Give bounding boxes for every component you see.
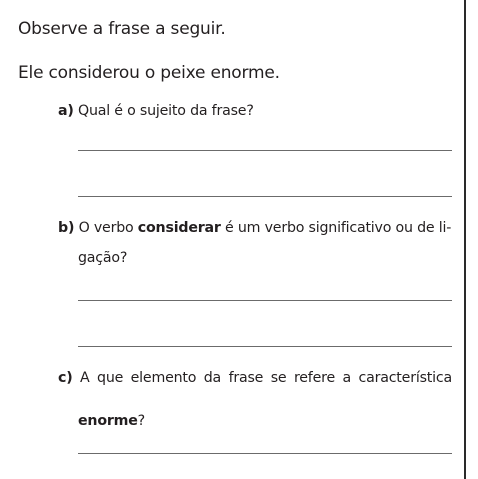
- question-c-word: que: [97, 370, 124, 386]
- question-c-keyword: enorme: [78, 413, 138, 429]
- question-b-line1: [58, 220, 451, 236]
- question-b-keyword: considerar: [137, 220, 221, 236]
- question-c-line1: [58, 370, 452, 386]
- question-a-text: Qual é o sujeito da frase?: [77, 103, 254, 119]
- question-letter-c: c): [58, 370, 73, 386]
- question-b-post: é um verbo significativo ou de li-: [225, 220, 452, 236]
- question-c-word: refere: [293, 370, 335, 386]
- sentence-text: Ele considerou o peixe enorme.: [18, 63, 280, 83]
- page-margin-line: [464, 0, 466, 479]
- question-letter-b: b): [58, 220, 75, 236]
- question-c-line2: [78, 413, 145, 429]
- answer-line-a1: [78, 150, 452, 151]
- question-b-pre: O verbo: [78, 220, 134, 236]
- question-c-word: frase: [228, 370, 264, 386]
- answer-line-b2: [78, 346, 452, 347]
- question-c-word: a: [342, 370, 351, 386]
- question-c-word: A: [80, 370, 90, 386]
- question-c-punct: ?: [137, 413, 146, 429]
- answer-line-a2: [78, 196, 452, 197]
- question-c-word: da: [203, 370, 222, 386]
- answer-line-c1: [78, 453, 452, 454]
- question-c-word: se: [270, 370, 287, 386]
- question-b-line2: gação?: [78, 250, 128, 266]
- question-c-word: característica: [358, 370, 452, 386]
- question-c-word: elemento: [130, 370, 197, 386]
- intro-text: Observe a frase a seguir.: [18, 19, 226, 39]
- question-a: [58, 103, 254, 119]
- question-letter-a: a): [58, 103, 74, 119]
- answer-line-b1: [78, 300, 452, 301]
